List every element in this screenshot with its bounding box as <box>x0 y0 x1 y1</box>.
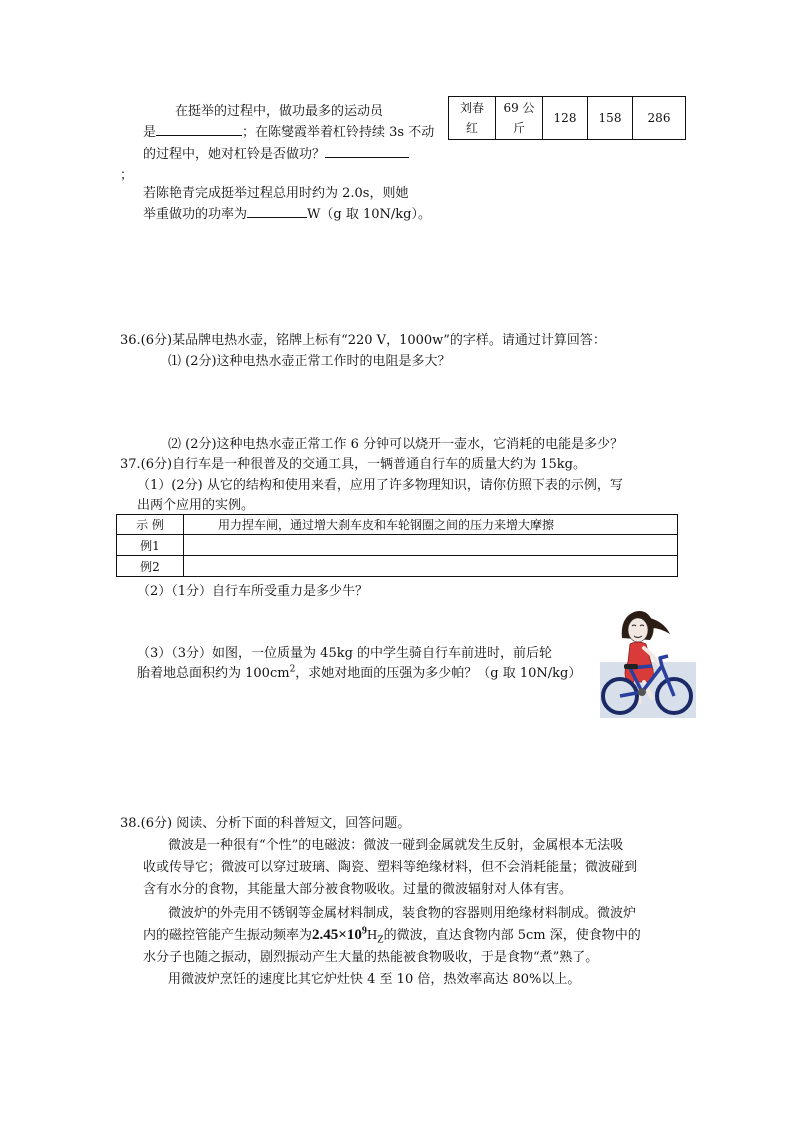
q38-p2-line3: 水分子也随之振动，剧烈振动产生大量的热能被食物吸收，于是食物“煮”熟了。 <box>143 950 599 965</box>
athlete-weight-cell: 69 公 斤 <box>496 97 543 140</box>
example2-answer-cell[interactable] <box>184 556 678 577</box>
answer-blank[interactable] <box>247 204 307 218</box>
frequency-value: 2.45×10 <box>312 927 362 943</box>
q35-line6: 举重做功的功率为 W（g 取 10N/kg）。 <box>143 203 431 222</box>
athlete-table <box>448 96 686 140</box>
q37-sub1-line1: （1）(2分) 从它的结构和使用来看，应用了许多物理知识，请你仿照下表的示例，写 <box>137 478 623 493</box>
q38-p1-line2: 收或传导它；微波可以穿过玻璃、陶瓷、塑料等绝缘材料，但不会消耗能量；微波碰到 <box>143 860 638 875</box>
q36-sub2: ⑵ (2分)这种电热水壶正常工作 6 分钟可以烧开一壶水，它消耗的电能是多少？ <box>168 437 624 452</box>
pedal-crank <box>638 688 646 696</box>
q38-p2-line2: 内的磁控管能产生振动频率为$2.45\times 10^9H_Z$的微波，直达食物内部 5cm 深，使食物中的 <box>143 925 641 946</box>
answer-blank[interactable] <box>325 144 409 158</box>
q38-p1-line3: 含有水分的食物，其能量大部分被食物吸收。过量的微波辐射对人体有害。 <box>143 882 573 897</box>
q35-line4: ； <box>120 168 134 183</box>
q38-p3-line1: 用微波炉烹饪的速度比其它炉灶快 4 至 10 倍，热效率高达 80%以上。 <box>168 972 581 987</box>
q38-stem: 38.(6分) 阅读、分析下面的科普短文，回答问题。 <box>120 816 411 831</box>
bicycle-seat <box>624 664 638 669</box>
answer-blank[interactable] <box>156 122 242 136</box>
girl-riding-bicycle-illustration <box>600 604 696 718</box>
q37-sub3-line2: 胎着地总面积约为 $100cm^2$，求她对地面的压强为多少帕？（g 取 10N/kg） <box>137 664 582 681</box>
q35-line5: 若陈艳青完成挺举过程总用时约为 2.0s，则她 <box>143 186 409 201</box>
q37-sub3-line1: （3）（3分）如图，一位质量为 45kg 的中学生骑自行车前进时，前后轮 <box>137 646 553 661</box>
example-text-cell: 用力捏车闸，通过增大刹车皮和车轮钢圈之间的压力来增大摩擦 <box>184 515 678 535</box>
example-label-cell: 示 例 <box>117 515 184 535</box>
example-table <box>116 514 678 577</box>
q36-stem: 36.(6分)某品牌电热水壶，铭牌上标有“220 V，1000w”的字样。请通过计算回答： <box>120 333 606 348</box>
athlete-name-cell: 刘春 红 <box>449 97 496 140</box>
example2-label-cell: 例2 <box>117 556 184 577</box>
q35-line3: 的过程中，她对杠铃是否做功？ <box>143 143 409 162</box>
red-dress <box>625 642 653 682</box>
q35-line1: 在挺举的过程中，做功最多的运动员 <box>175 104 384 119</box>
q37-stem: 37.(6分)自行车是一种很普及的交通工具，一辆普通自行车的质量大约为 15kg。 <box>120 457 586 472</box>
q37-sub1-line2: 出两个应用的实例。 <box>137 498 255 513</box>
q38-p2-line1: 微波炉的外壳用不锈钢等金属材料制成，装食物的容器则用绝缘材料制成。微波炉 <box>168 906 637 921</box>
q38-p1-line1: 微波是一种很有“个性”的电磁波：微波一碰到金属就发生反射，金属根本无法吸 <box>168 838 624 853</box>
q37-sub2: （2）（1分）自行车所受重力是多少牛？ <box>137 584 369 599</box>
total-cell: 286 <box>633 97 686 140</box>
snatch-cell: 128 <box>543 97 588 140</box>
q35-line2: 是 ；在陈燮霞举着杠铃持续 3s 不动 <box>143 121 434 140</box>
q36-sub1: ⑴ (2分)这种电热水壶正常工作时的电阻是多大？ <box>168 354 451 369</box>
clean-jerk-cell: 158 <box>588 97 633 140</box>
example1-answer-cell[interactable] <box>184 535 678 556</box>
face <box>628 618 648 642</box>
example1-label-cell: 例1 <box>117 535 184 556</box>
